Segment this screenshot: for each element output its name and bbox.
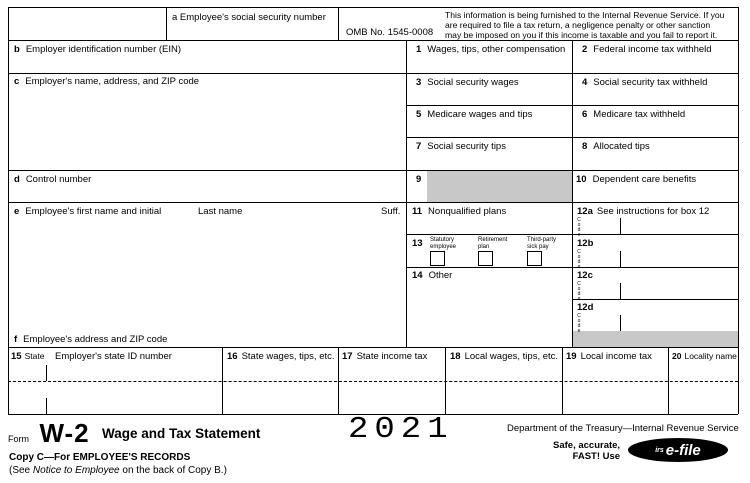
box-10-number: 10 [576,174,587,185]
box-12a-code-vertical [576,218,582,238]
box-a-field[interactable] [167,24,337,39]
box-12d-code-vertical [576,314,582,334]
box-15-state-id-label: Employer's state ID number [55,351,172,362]
efile-prefix: irs [655,446,664,454]
box-6-field[interactable] [573,121,737,136]
code-letter: C [577,249,581,255]
box-c-number: c [14,76,20,87]
box-11-label [412,206,506,217]
irs-notice [445,10,737,40]
box-14-label [412,270,452,281]
box-3-text: Social security wages [427,77,519,88]
box-15-state-text: State [24,351,45,361]
box-15-number: 15 [11,351,22,362]
box-2-field[interactable] [573,56,737,72]
safe-accurate-line: FAST! Use [572,451,621,462]
box-18-label [450,351,558,362]
box-11-number: 11 [412,206,423,217]
box-12b-amount-field[interactable] [622,251,737,266]
box-8-number: 8 [582,141,588,152]
box-19-label [566,351,652,362]
retirement-plan-label-line: plan [478,243,490,250]
efile-text: e-file [665,441,701,459]
box-e-last-name-label: Last name [198,206,243,217]
box-15-label [11,351,44,362]
retirement-plan-label [478,237,507,250]
box-10-field[interactable] [573,186,737,201]
box-1-number: 1 [416,44,422,55]
box-b-text: Employer identification number (EIN) [25,44,182,55]
copy-label: Copy C—For EMPLOYEE'S RECORDS [9,452,191,463]
retirement-plan-label-line: Retirement [478,237,508,243]
safe-accurate-text [553,440,620,462]
box-12d-label: 12d [577,302,594,313]
statutory-employee-label-line: Statutory [430,237,455,243]
box-6-label [582,109,685,120]
box-12d-shade [573,328,738,347]
box-20-label [672,351,737,362]
box-3-number: 3 [416,77,422,88]
box-f-text: Employee's address and ZIP code [23,334,168,345]
form-name: W-2 [39,418,90,448]
box-1-label [416,44,565,55]
box-e-field[interactable] [9,218,405,328]
box-12a-label [577,206,709,217]
irs-notice-line: This information is being furnished to the Internal Revenue Service. If you [445,10,725,20]
box-8-text: Allocated tips [593,141,650,152]
box-19-number: 19 [566,351,577,362]
box-7-text: Social security tips [427,141,506,152]
form-designation [8,418,260,449]
box-9-label [416,174,427,185]
code-letter: e [577,232,581,238]
box-9-shade [427,171,572,202]
box-7-field[interactable] [407,153,571,169]
statutory-employee-label [430,237,456,250]
box-12c-amount-field[interactable] [622,283,737,298]
code-letter: e [577,264,581,270]
third-party-sick-pay-checkbox[interactable] [527,251,542,266]
box-7-number: 7 [416,141,422,152]
tax-year: 2021 [348,412,454,448]
box-17-text: State income tax [356,351,428,362]
see-notice-prefix: (See [9,465,33,476]
box-4-number: 4 [582,77,588,88]
box-e-suffix-label: Suff. [381,206,401,217]
box-17-number: 17 [342,351,353,362]
box-2-number: 2 [582,44,588,55]
statutory-employee-checkbox[interactable] [430,251,445,266]
box-12d-code-field[interactable] [584,315,619,330]
box-11-text: Nonqualified plans [428,206,507,217]
box-17-field[interactable] [339,364,444,380]
box-20-number: 20 [672,351,682,361]
box-10-text: Dependent care benefits [592,174,697,185]
box-19-text: Local income tax [580,351,652,362]
box-4-label [582,77,707,88]
code-letter: C [577,217,581,223]
box-5-number: 5 [416,109,422,120]
box-15-state-field[interactable] [9,364,45,380]
box-18-text: Local wages, tips, etc. [464,351,559,362]
box-5-field[interactable] [407,121,571,136]
box-2-label [582,44,712,55]
code-letter: e [577,296,581,302]
box-c-text: Employer's name, address, and ZIP code [25,76,200,87]
see-notice-suffix: on the back of Copy B.) [119,465,227,476]
box-12c-label: 12c [577,270,593,281]
box-d-text: Control number [25,174,92,185]
box-4-field[interactable] [573,89,737,104]
box-a-label: a Employee's social security number [172,12,326,23]
safe-accurate-line: Safe, accurate, [553,440,621,451]
box-13-number: 13 [412,238,423,249]
retirement-plan-checkbox[interactable] [478,251,493,266]
box-12a-amount-field[interactable] [622,218,737,233]
department-label: Department of the Treasury—Internal Revenue Service [507,423,739,434]
box-6-number: 6 [582,109,588,120]
box-2-text: Federal income tax withheld [593,44,712,55]
code-letter: o [577,222,581,228]
form-title: Wage and Tax Statement [102,426,261,441]
box-10-label [576,174,696,185]
box-18-field[interactable] [446,364,561,380]
box-12a-code-field[interactable] [584,218,619,233]
box-16-text: State wages, tips, etc. [241,351,335,362]
box-e-label [14,206,161,217]
box-12b-code-field[interactable] [584,251,619,266]
box-c-label [14,76,199,87]
box-9-number: 9 [416,174,422,185]
box-20-field[interactable] [669,364,737,380]
box-5-text: Medicare wages and tips [427,109,533,120]
irs-efile-logo [628,438,728,462]
box-b-label [14,44,181,55]
box-c-field[interactable] [9,88,405,169]
box-d-number: d [14,174,20,185]
box-11-field[interactable] [407,218,571,233]
box-20-text: Locality name [684,351,737,361]
box-12c-code-vertical [576,282,582,302]
box-14-text: Other [428,270,453,281]
box-16-field[interactable] [223,364,337,380]
box-19-field[interactable] [563,364,667,380]
box-8-field[interactable] [573,153,737,169]
see-notice-label [9,465,227,476]
third-party-sick-pay-label-line: Third-party [527,237,557,243]
box-1-text: Wages, tips, other compensation [427,44,566,55]
box-15-id-field[interactable] [48,364,221,380]
box-1-field[interactable] [407,56,571,72]
box-7-label [416,141,506,152]
box-12b-label: 12b [577,238,594,249]
box-3-label [416,77,519,88]
box-d-label [14,174,91,185]
box-12b-code-vertical [576,250,582,270]
box-14-field[interactable] [407,283,571,346]
box-14-number: 14 [412,270,423,281]
code-letter: e [577,328,581,334]
box-6-text: Medicare tax withheld [593,109,686,120]
box-b-field[interactable] [9,56,405,72]
box-12a-number: 12a [577,206,593,217]
box-f-label [14,334,167,345]
code-letter: C [577,313,581,319]
code-letter: C [577,281,581,287]
box-16-number: 16 [227,351,238,362]
box-12c-code-field[interactable] [584,283,619,298]
code-letter: d [577,227,581,233]
box-d-field[interactable] [9,186,405,201]
box-b-number: b [14,44,20,55]
box-18-number: 18 [450,351,461,362]
code-letter: o [577,286,581,292]
omb-number: OMB No. 1545-0008 [346,27,434,38]
box-8-label [582,141,650,152]
box-3-field[interactable] [407,89,571,104]
see-notice-italic: Notice to Employee [32,465,120,476]
code-letter: o [577,318,581,324]
box-4-text: Social security tax withheld [593,77,708,88]
irs-notice-line: are required to file a tax return, a negligence penalty or other sanction [445,20,711,30]
code-letter: d [577,323,581,329]
code-letter: d [577,291,581,297]
box-16-label [227,351,335,362]
box-e-text: Employee's first name and initial [25,206,162,217]
box-17-label [342,351,427,362]
code-letter: o [577,254,581,260]
box-12a-text: See instructions for box 12 [596,206,710,217]
form-word: Form [8,434,29,444]
irs-notice-line: may be imposed on you if this income is taxable and you fail to report it. [445,30,718,40]
box-e-number: e [14,206,20,217]
third-party-sick-pay-label [527,237,556,250]
code-letter: d [577,259,581,265]
third-party-sick-pay-label-line: sick pay [527,243,549,250]
box-12d-amount-field[interactable] [622,315,737,330]
statutory-employee-label-line: employee [430,243,457,250]
box-5-label [416,109,532,120]
box-f-number: f [14,334,18,345]
